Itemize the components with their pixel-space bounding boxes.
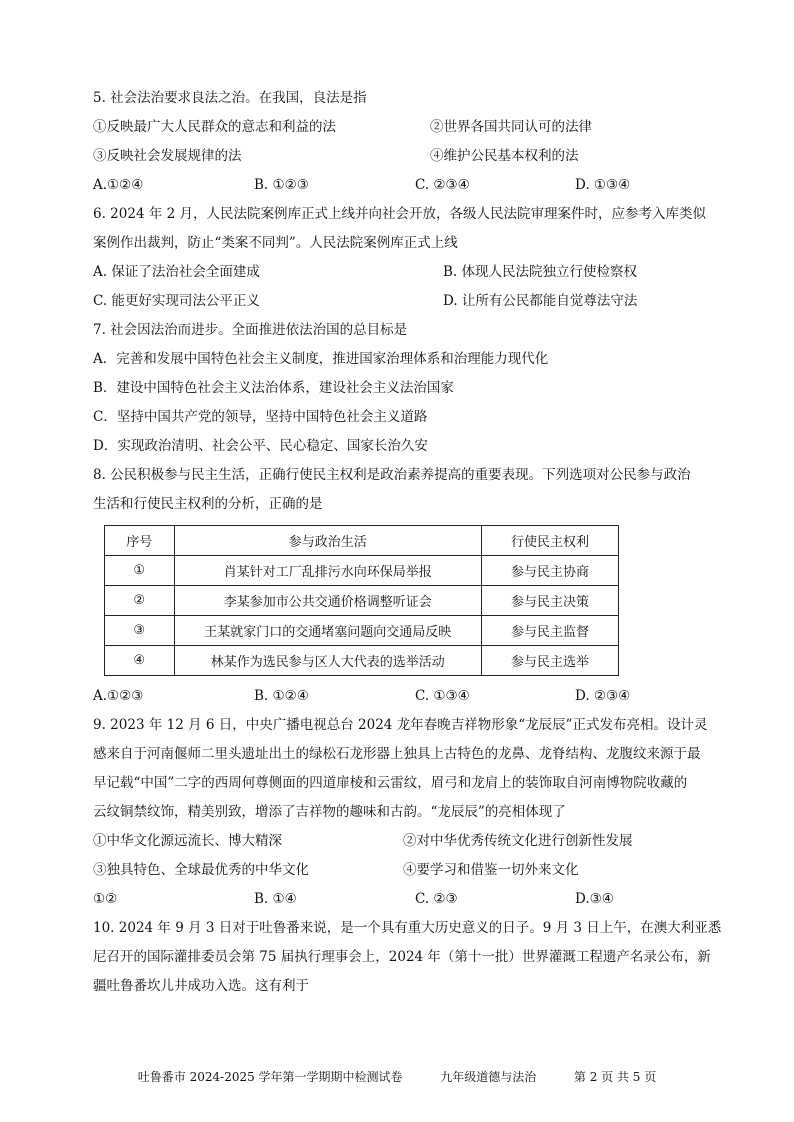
- q6-choice-c: C. 能更好实现司法公平正义: [93, 293, 260, 309]
- q9-choice-c: C. ②③: [415, 891, 458, 907]
- table-cell-right: 参与民主决策: [482, 586, 619, 616]
- table-row: [105, 616, 619, 646]
- q10-stem-line-3: 疆吐鲁番坎儿井成功入选。这有利于: [93, 978, 309, 994]
- exam-page: [93, 84, 723, 1001]
- table-cell-index: ③: [105, 616, 175, 646]
- table-cell-index: ②: [105, 586, 175, 616]
- q9-options-row-2: [93, 856, 723, 885]
- q5-statement-3: ③反映社会发展规律的法: [93, 148, 242, 164]
- q8-table-wrapper: [104, 525, 723, 676]
- table-cell-activity: 王某就家门口的交通堵塞问题向交通局反映: [174, 616, 482, 646]
- q9-choice-d: D.③④: [575, 891, 614, 907]
- footer-subject: 九年级道德与法治: [440, 1070, 537, 1084]
- table-row: [105, 586, 619, 616]
- table-row: [105, 646, 619, 676]
- q9-choice-b: B. ①④: [254, 891, 297, 907]
- q7-choice-b: B．建设中国特色社会主义法治体系，建设社会主义法治国家: [93, 380, 454, 396]
- footer-exam-title: 吐鲁番市 2024-2025 学年第一学期期中检测试卷: [137, 1070, 403, 1084]
- q5-choice-d: D. ①③④: [575, 177, 631, 193]
- q10-stem-line-2: 尼召开的国际灌排委员会第 75 届执行理事会上，2024 年（第十一批）世界灌溉工程遗产名录公布，新: [93, 949, 711, 965]
- q7-choice-a: A．完善和发展中国特色社会主义制度，推进国家治理体系和治理能力现代化: [93, 351, 549, 367]
- q5-choice-c: C. ②③④: [415, 177, 470, 193]
- q8-stem-line-2: 生活和行使民主权利的分析，正确的是: [93, 496, 323, 512]
- q7-stem: 7. 社会因法治而进步。全面推进依法治国的总目标是: [93, 322, 408, 338]
- q9-stem-line-2: 感来自于河南偃师二里头遗址出土的绿松石龙形器上独具上古特色的龙鼻、龙脊结构、龙腹纹来源于最: [93, 746, 701, 762]
- q8-choice-d: D. ②③④: [575, 688, 631, 704]
- table-cell-right: 参与民主监督: [482, 616, 619, 646]
- table-cell-activity: 李某参加市公共交通价格调整听证会: [174, 586, 482, 616]
- footer-page-number: 第 2 页 共 5 页: [573, 1070, 657, 1084]
- table-cell-index: ④: [105, 646, 175, 676]
- q5-options-row-2: [93, 142, 723, 171]
- q5-stem: 5. 社会法治要求良法之治。在我国，良法是指: [93, 90, 367, 106]
- q7-choice-d: D．实现政治清明、社会公平、民心稳定、国家长治久安: [93, 438, 428, 454]
- table-cell-right: 参与民主选举: [482, 646, 619, 676]
- q6-choice-a: A. 保证了法治社会全面建成: [93, 264, 260, 280]
- q9-statement-1: ①中华文化源远流长、博大精深: [93, 833, 282, 849]
- q5-options-row-1: [93, 113, 723, 142]
- q5-choice-a: A.①②④: [93, 177, 144, 193]
- q5-statement-1: ①反映最广大人民群众的意志和利益的法: [93, 119, 336, 135]
- q6-choices-row-2: [93, 287, 723, 316]
- table-header-index: 序号: [105, 526, 175, 556]
- q6-choice-b: B. 体现人民法院独立行使检察权: [443, 264, 638, 280]
- q8-choice-b: B. ①②④: [254, 688, 309, 704]
- q9-stem-line-1: 9. 2023 年 12 月 6 日，中央广播电视总台 2024 龙年春晚吉祥物形象“龙辰辰”正式发布亮相。设计灵: [93, 717, 708, 733]
- table-header-right: 行使民主权利: [482, 526, 619, 556]
- q9-options-row-1: [93, 827, 723, 856]
- q6-stem-line-1: 6. 2024 年 2 月，人民法院案例库正式上线并向社会开放，各级人民法院审理案件时，应参考入库类似: [93, 206, 706, 222]
- page-footer: [0, 1068, 794, 1085]
- table-cell-index: ①: [105, 556, 175, 586]
- q9-choice-a: ①②: [93, 891, 118, 907]
- q9-statement-2: ②对中华优秀传统文化进行创新性发展: [403, 833, 633, 849]
- table-header-row: [105, 526, 619, 556]
- q6-choice-d: D. 让所有公民都能自觉尊法守法: [443, 293, 638, 309]
- q5-statement-2: ②世界各国共同认可的法律: [430, 119, 592, 135]
- q9-statement-4: ④要学习和借鉴一切外来文化: [403, 862, 579, 878]
- q10-stem-line-1: 10. 2024 年 9 月 3 日对于吐鲁番来说，是一个具有重大历史意义的日子。9 月 3 日上午，在澳大利亚悉: [93, 920, 722, 936]
- table-header-activity: 参与政治生活: [174, 526, 482, 556]
- q8-table: [104, 525, 619, 676]
- q5-statement-4: ④维护公民基本权利的法: [430, 148, 579, 164]
- q9-choices: [93, 885, 723, 914]
- q8-stem-line-1: 8. 公民积极参与民主生活，正确行使民主权利是政治素养提高的重要表现。下列选项对公民参与政治: [93, 467, 691, 483]
- table-cell-activity: 林某作为选民参与区人大代表的选举活动: [174, 646, 482, 676]
- table-row: [105, 556, 619, 586]
- table-cell-activity: 肖某针对工厂乱排污水向环保局举报: [174, 556, 482, 586]
- q9-stem-line-4: 云纹铜禁纹饰，精美别致，增添了吉祥物的趣味和古韵。“龙辰辰”的亮相体现了: [93, 804, 566, 820]
- q5-choices: [93, 171, 723, 200]
- q6-choices-row-1: [93, 258, 723, 287]
- q8-choice-c: C. ①③④: [415, 688, 470, 704]
- q7-choice-c: C．坚持中国共产党的领导，坚持中国特色社会主义道路: [93, 409, 428, 425]
- q6-stem-line-2: 案例作出裁判，防止“类案不同判”。人民法院案例库正式上线: [93, 235, 458, 251]
- q5-choice-b: B. ①②③: [254, 177, 309, 193]
- q8-choice-a: A.①②③: [93, 688, 144, 704]
- q9-stem-line-3: 早记载“中国”二字的西周何尊侧面的四道扉棱和云雷纹，眉弓和龙肩上的装饰取自河南博物院收藏的: [93, 775, 688, 791]
- table-cell-right: 参与民主协商: [482, 556, 619, 586]
- q9-statement-3: ③独具特色、全球最优秀的中华文化: [93, 862, 309, 878]
- q8-choices: [93, 682, 723, 711]
